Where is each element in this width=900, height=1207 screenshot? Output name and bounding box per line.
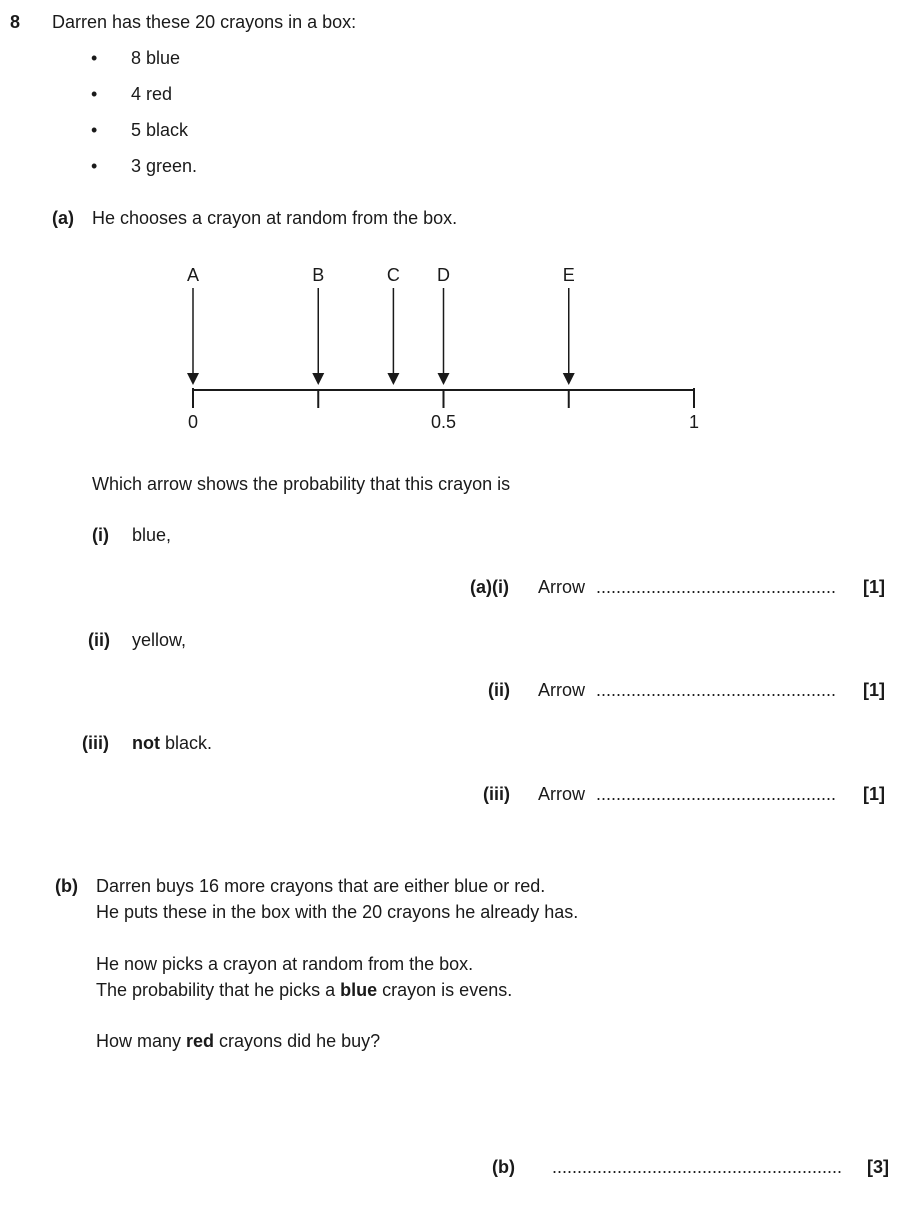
part-a-text: He chooses a crayon at random from the box. [92, 208, 458, 228]
sub-ii-label: (ii) [88, 630, 110, 650]
answer-blank[interactable]: ................................................ [596, 680, 837, 700]
sub-ii-text: yellow, [132, 630, 187, 650]
line-5-bold: red [186, 1031, 215, 1051]
arrow-label: E [562, 265, 575, 285]
answer-label: (a)(i) [470, 577, 509, 597]
arrow-label: D [437, 265, 450, 285]
answer-blank[interactable]: ................................................ [596, 577, 837, 597]
sub-iii-text [132, 733, 212, 755]
part-b-label: (b) [55, 876, 78, 896]
part-b-line-1: Darren buys 16 more crayons that are either blue or red. [96, 876, 546, 896]
tick-label: 0 [187, 412, 199, 432]
arrow-head-icon [438, 373, 450, 385]
arrow-head-icon [563, 373, 575, 385]
part-b-question [96, 1031, 380, 1053]
answer-blank[interactable]: ................................................ [596, 784, 837, 804]
bullet-icon: • [91, 48, 98, 68]
part-a-prompt: Which arrow shows the probability that this crayon is [92, 474, 511, 494]
answer-label: (ii) [488, 680, 510, 700]
line-4-bold: blue [340, 980, 378, 1000]
answer-word: Arrow [538, 577, 586, 597]
arrow-label: A [186, 265, 200, 285]
answer-word: Arrow [538, 784, 586, 804]
list-item: 4 red [131, 84, 173, 104]
bullet-icon: • [91, 156, 98, 176]
list-item: 5 black [131, 120, 189, 140]
line-5-post: crayons did he buy? [214, 1031, 381, 1051]
arrow-label: C [386, 265, 400, 285]
answer-word: Arrow [538, 680, 586, 700]
arrow-head-icon [387, 373, 399, 385]
marks-label: [1] [863, 680, 885, 700]
arrow-label: B [312, 265, 325, 285]
sub-iii-rest: black. [159, 733, 213, 753]
sub-iii-bold: not [132, 733, 160, 753]
probability-number-line [0, 250, 900, 450]
part-b-line-3: He now picks a crayon at random from the box. [96, 954, 474, 974]
arrow-head-icon [187, 373, 199, 385]
bullet-icon: • [91, 84, 98, 104]
line-4-post: crayon is evens. [377, 980, 513, 1000]
part-b-line-4 [96, 980, 512, 1002]
answer-label: (b) [492, 1157, 515, 1177]
arrow-head-icon [312, 373, 324, 385]
part-a-label: (a) [52, 208, 74, 228]
tick-label: 1 [688, 412, 700, 432]
question-intro: Darren has these 20 crayons in a box: [52, 12, 357, 32]
tick-label: 0.5 [430, 412, 457, 432]
question-number: 8 [10, 12, 21, 32]
bullet-icon: • [91, 120, 98, 140]
marks-label: [1] [863, 784, 885, 804]
answer-label: (iii) [483, 784, 510, 804]
sub-iii-label: (iii) [82, 733, 109, 753]
marks-label: [3] [867, 1157, 889, 1177]
part-b-line-2: He puts these in the box with the 20 crayons he already has. [96, 902, 579, 922]
list-item: 3 green. [131, 156, 198, 176]
answer-blank[interactable]: .......................................................... [552, 1157, 843, 1177]
line-4-pre: The probability that he picks a [96, 980, 341, 1000]
sub-i-label: (i) [92, 525, 109, 545]
list-item: 8 blue [131, 48, 181, 68]
sub-i-text: blue, [132, 525, 172, 545]
marks-label: [1] [863, 577, 885, 597]
line-5-pre: How many [96, 1031, 187, 1051]
